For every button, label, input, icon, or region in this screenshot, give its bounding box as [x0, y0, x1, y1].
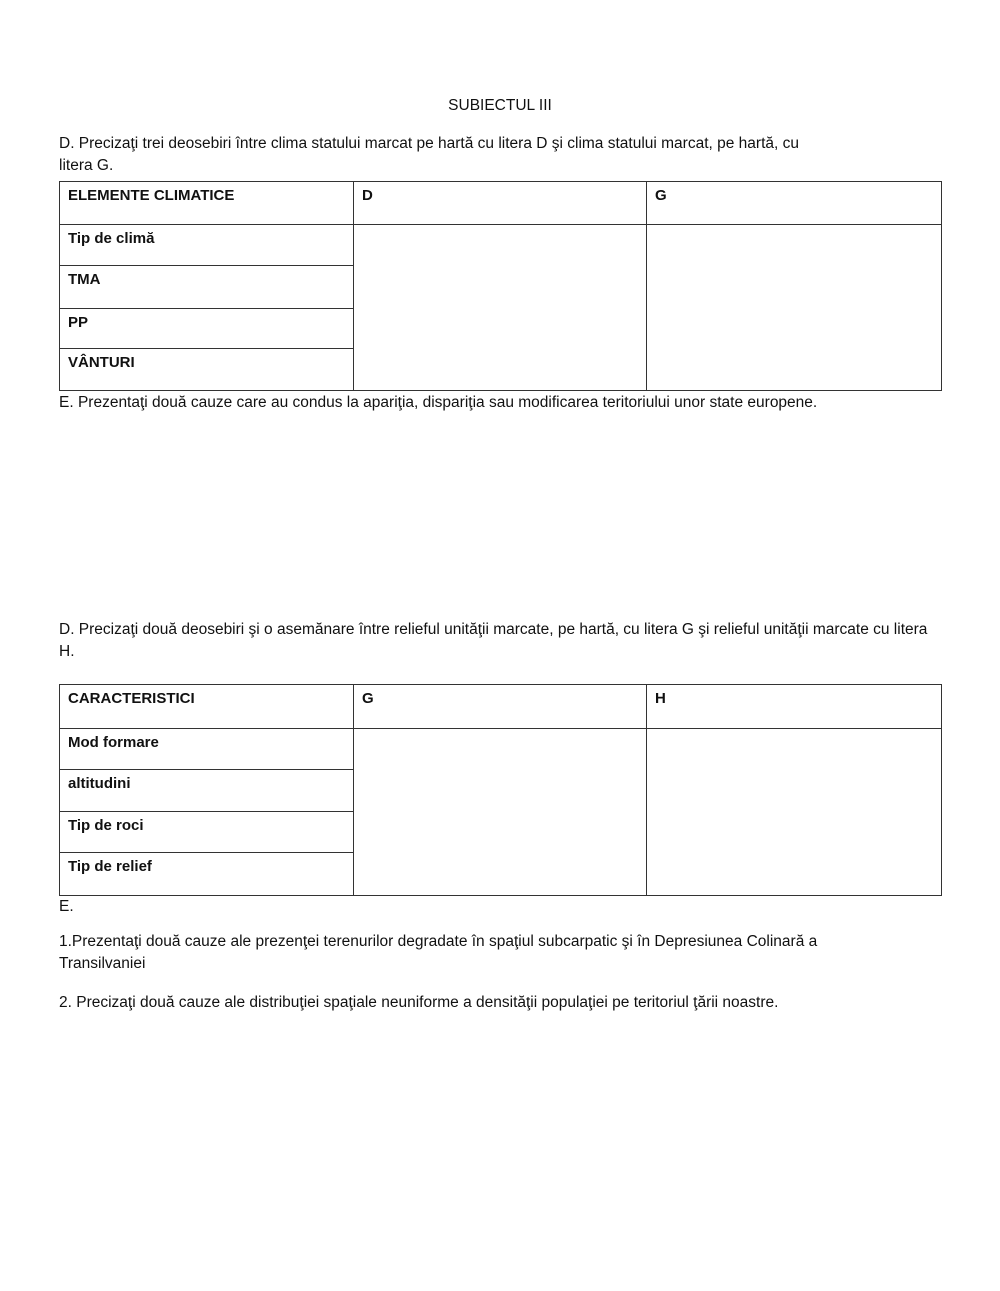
header-cell: G	[354, 685, 647, 729]
question-d-climate: D. Precizaţi trei deosebiri între clima statului marcat pe hartă cu litera D şi clima statului marcat, pe hartă, cu litera G.	[59, 135, 799, 174]
relief-table	[59, 684, 942, 896]
row-label: PP	[60, 309, 354, 349]
table-row	[60, 729, 942, 770]
header-cell: G	[647, 182, 942, 225]
row-label: Mod formare	[60, 729, 354, 770]
row-label: Tip de climă	[60, 225, 354, 266]
table-row	[60, 225, 942, 266]
row-label: TMA	[60, 266, 354, 309]
question-d-relief: D. Precizaţi două deosebiri şi o asemănare între relieful unităţii marcate, pe hartă, cu litera G şi relieful unităţii marcate cu litera H.	[59, 621, 928, 660]
section-e-label: E.	[59, 898, 74, 915]
table-header-row	[60, 685, 942, 729]
answer-cell-g[interactable]	[647, 225, 942, 391]
header-cell: H	[647, 685, 942, 729]
page-title: SUBIECTUL III	[448, 97, 552, 114]
row-label: altitudini	[60, 770, 354, 812]
answer-cell-g[interactable]	[354, 729, 647, 896]
row-label: Tip de relief	[60, 853, 354, 896]
climate-table	[59, 181, 942, 391]
row-label: VÂNTURI	[60, 349, 354, 391]
header-cell: ELEMENTE CLIMATICE	[60, 182, 354, 225]
header-cell: CARACTERISTICI	[60, 685, 354, 729]
question-e-item-1: 1.Prezentaţi două cauze ale prezenţei terenurilor degradate în spaţiul subcarpatic şi în Depresiunea Colinară a Transilvaniei	[59, 933, 818, 972]
header-cell: D	[354, 182, 647, 225]
question-e-item-2: 2. Precizaţi două cauze ale distribuţiei spaţiale neuniforme a densităţii populaţiei pe teritoriul ţării noastre.	[59, 994, 779, 1011]
question-e-states: E. Prezentaţi două cauze care au condus la apariţia, dispariţia sau modificarea teritoriului unor state europene.	[59, 394, 818, 411]
answer-cell-h[interactable]	[647, 729, 942, 896]
table-header-row	[60, 182, 942, 225]
row-label: Tip de roci	[60, 812, 354, 853]
answer-cell-d[interactable]	[354, 225, 647, 391]
